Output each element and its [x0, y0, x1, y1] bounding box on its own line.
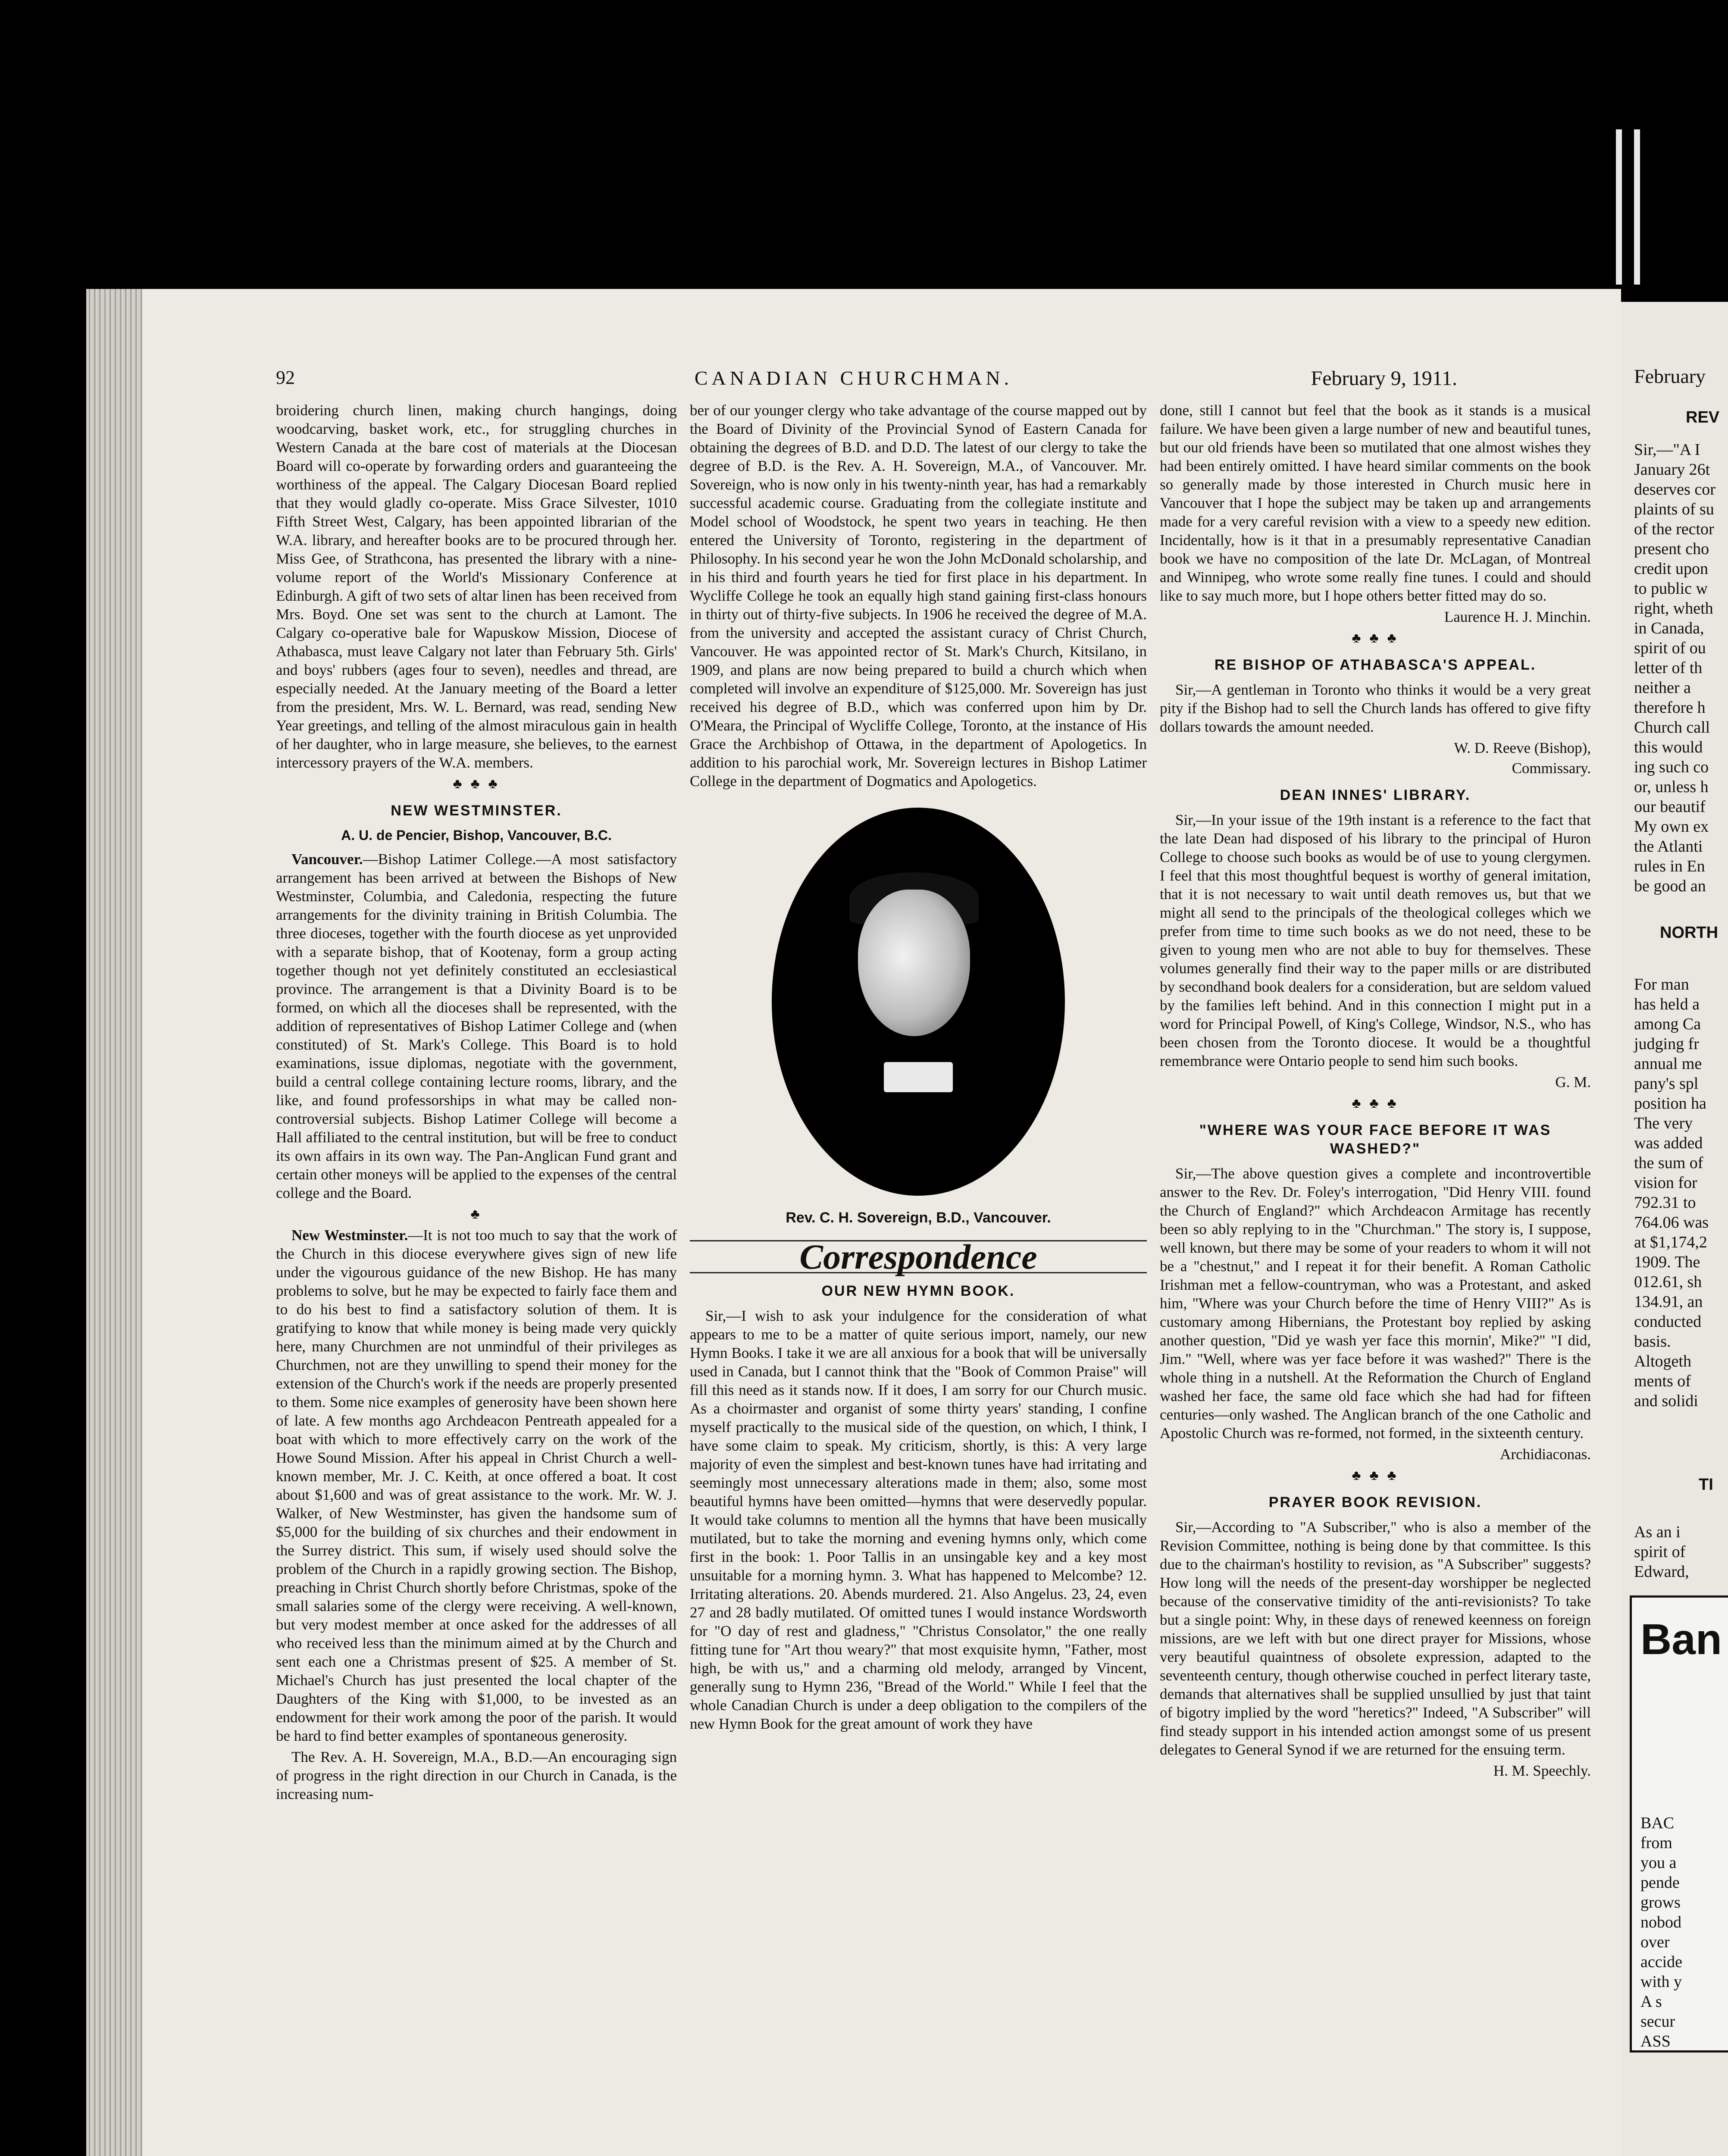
- text-line: As an i: [1634, 1523, 1681, 1541]
- page-number: 92: [276, 367, 295, 388]
- article-text: The Rev. A. H. Sovereign, M.A., B.D.—An encouraging sign of progress in the right direction in our Church in Canada, is the increasing num-: [276, 1749, 677, 1802]
- text-line: letter of th: [1634, 659, 1703, 677]
- text-line: Sir,—"A I: [1634, 441, 1700, 459]
- article-text: Vancouver.—Bishop Latimer College.—A most satisfactory arrangement has been arrived at between the Bishops of New Westminster, Columbia, and Caledonia, respecting the future arrangements for the divinity training in British Columbia. The three dioceses, together with the fourth diocese as yet unprovided with a separate bishop, that of Kootenay, form a group acting together though not yet definitely constituted an ecclesiastical province. The arrangement is that a Divinity Board is to be formed, on which all the dioceses shall be represented, with the addition of representatives of Bishop Latimer College and (when constituted) of St. Mark's College. This Board is to hold examinations, issue diplomas, negotiate with the government, build a central college containing lecture rooms, library, and the like, and found professorships in what may be called non-controversial subjects. Bishop Latimer College will become a Hall affiliated to the central institution, but will be free to conduct its own affairs in its own way. The Pan-Anglican Fund grant and certain other moneys will be applied to the expenses of the central college and the Board.: [276, 851, 677, 1201]
- text-line: the sum of: [1634, 1154, 1703, 1172]
- section-heading: RE BISHOP OF ATHABASCA'S APPEAL.: [1214, 657, 1537, 673]
- text-line: to public w: [1634, 580, 1708, 598]
- text-line: ing such co: [1634, 758, 1709, 776]
- facing-heading: NORTH: [1660, 924, 1719, 942]
- text-line: position ha: [1634, 1094, 1706, 1112]
- letter-text: Sir,—The above question gives a complete and incontrovertible answer to the Rev. Dr. Foley's interrogation, "Did Henry VIII. found the Church of England?" which Archdeacon Armitage has recently been so ably replying to in the "Churchman." The story is, I suppose, well known, but there may be some of your readers to whom it will not be a "chestnut," and I repeat it for their benefit. A Roman Catholic Irishman met a fellow-countryman, who was a Protestant, and asked him, "Where was your Church before the time of Henry VIII?" As is customary among Hibernians, the Protestant boy replied by asking another question, "Did ye wash yer face this mornin', Mike?" "I did, Jim." "Well, where was yer face before it was washed?" There is the whole thing in a nutshell. At the Reformation the Church of England washed her face, the same old face which she had had for fifteen centuries—only washed. The Anglican branch of the one Catholic and Apostolic Church was re-formed, not formed, in the sixteenth century.: [1160, 1165, 1591, 1442]
- running-head: CANADIAN CHURCHMAN.: [694, 367, 1013, 389]
- section-heading: OUR NEW HYMN BOOK.: [821, 1283, 1015, 1299]
- text-line: secur: [1640, 2012, 1675, 2031]
- signature: H. M. Speechly.: [1493, 1762, 1591, 1779]
- section-subheading: A. U. de Pencier, Bishop, Vancouver, B.C.: [341, 827, 612, 843]
- signature-title: Commissary.: [1512, 760, 1591, 777]
- text-line: 012.61, sh: [1634, 1273, 1702, 1291]
- film-marks-top: [1616, 129, 1642, 285]
- text-line: present cho: [1634, 540, 1709, 558]
- article-text: ber of our younger clergy who take advantage of the course mapped out by the Board of Divinity of the Provincial Synod of Eastern Canada for obtaining the degrees of B.D. and D.D. The latest of our clergy to take the degree of B.D. is the Rev. A. H. Sovereign, M.A., of Vancouver. Mr. Sovereign, who is now only in his twenty-ninth year, has had a remarkably successful academic course. Graduating from the collegiate institute and Model school of Woodstock, he spent two years in teaching. He then entered the University of Toronto, registering in the department of Philosophy. In his second year he won the John McDonald scholarship, and in his third and fourth years he tied for first place in his department. In Wycliffe College he took an equally high stand gaining first-class honours in thirty out of thirty-five subjects. In 1906 he received the degree of M.A. from the university and accepted the assistant curacy of Christ Church, Vancouver. He was appointed rector of St. Mark's Church, Kitsilano, in 1909, and plans are now being prepared to build a church which when completed will involve an expenditure of $125,000. Mr. Sovereign has just received his degree of B.D., which was conferred upon him by Dr. O'Meara, the Principal of Wycliffe College, Toronto, at the instance of His Grace the Archbishop of Ottawa, in the department of Apologetics. In addition to his parochial work, Mr. Sovereign lectures in Bishop Latimer College in the department of Dogmatics and Apologetics.: [690, 402, 1147, 790]
- text-line: January 26t: [1634, 461, 1710, 479]
- page-edge: [86, 289, 142, 2156]
- text-line: 792.31 to: [1634, 1194, 1696, 1212]
- text-line: Edward,: [1634, 1563, 1689, 1581]
- ad-text: [1640, 1813, 1682, 2051]
- text-line: you a: [1640, 1854, 1677, 1872]
- text-line: our beautif: [1634, 798, 1706, 816]
- text-line: be good an: [1634, 877, 1706, 895]
- letter-text: Sir,—According to "A Subscriber," who is also a member of the Revision Committee, nothing is being done by that committee. Is this due to the chairman's hostility to revision, as "A Subscriber" suggests? How long will the needs of the present-day worshipper be neglected because of the conservative timidity of the anti-revisionists? To take but a single point: Why, in these days of renewed keenness on foreign missions, are we left with but one direct prayer for Missions, whose very beautiful quaintness of obsolete expression, adapted to the seventeenth century, though otherwise couched in perfect literary taste, demands that alternatives shall be supplied unsullied by just that taint of bigotry implied by the word "heretics?" Indeed, "A Subscriber" will find steady support in his intended action amongst some of us present delegates to General Synod if we are returned for the ensuing term.: [1160, 1519, 1591, 1758]
- article-text: broidering church linen, making church hangings, doing woodcarving, basket work, etc., for struggling churches in Western Canada at the bare cost of materials at the Diocesan Board will co-operate by forwarding orders and guaranteeing the worthiness of the appeal. The Calgary Diocesan Board replied that they would gladly co-operate. Miss Grace Silvester, 1010 Fifth Street West, Calgary, has been appointed librarian of the W.A. library, and hereafter books are to be procured through her. Miss Gee, of Strathcona, has presented the library with a nine-volume report of the World's Missionary Conference at Edinburgh. A gift of two sets of altar linen has been received from Mrs. Boyd. One set was sent to the church at Lamont. The Calgary co-operative bale for Wapuskow Mission, Diocese of Athabasca, must leave Calgary not later than February 5th. Girls' and boys' rubbers (ages four to seven), needles and thread, are especially needed. At the January meeting of the Board a letter from the president, Mrs. W. L. Bernard, was read, sending New Year greetings, and telling of the almost miraculous gain in health of her daughter, who in large measure, she believes, to the earnest intercessory prayers of the W.A. members.: [276, 402, 677, 771]
- text-line: rules in En: [1634, 857, 1705, 875]
- letter-text: Sir,—I wish to ask your indulgence for the consideration of what appears to me to be a matter of quite serious import, namely, our new Hymn Books. I take it we are all anxious for a book that will be universally used in Canada, but I cannot think that the "Book of Common Praise" will fill this need as it stands now. If it does, I am sorry for our Church music. As a choirmaster and organist of some thirty years' standing, I confine myself practically to the musical side of the question, on which, I think, I have some claim to speak. My criticism, shortly, is this: A very large majority of even the simplest and best-known tunes have had irritating and seemingly most unnecessary alterations made in them; also, some most beautiful hymns have been omitted—hymns that were deservedly popular. It would take columns to mention all the hymns that have been musically mutilated, but to take the morning and evening hymns only, which come first in the book: 1. Poor Tallis in an unsingable key and a key most unsuitable for a morning hymn. 3. What has happened to Melcombe? 12. Irritating alterations. 20. Abends murdered. 21. Also Angelus. 23, 24, even 27 and 28 badly mutilated. Of omitted tunes I would instance Wordsworth for "O day of rest and gladness," "Christus Consolator," the one really fitting tune for "Art thou weary?" that most exquisite hymn, "Father, most high, be with us," and a charming old melody, arranged by Vincent, generally sung to Hymn 236, "Bread of the World." While I feel that the whole Canadian Church is under a deep obligation to the compilers of the new Hymn Book for the great amount of work they have: [690, 1307, 1147, 1732]
- section-heading: PRAYER BOOK REVISION.: [1268, 1494, 1482, 1510]
- text-line: this would: [1634, 738, 1703, 756]
- text-line: vision for: [1634, 1174, 1697, 1192]
- text-line: Altogeth: [1634, 1352, 1691, 1370]
- ad-title: Ban: [1640, 1615, 1722, 1664]
- text-line: judging fr: [1634, 1035, 1699, 1053]
- ornament: ♣ ♣ ♣: [1352, 630, 1399, 646]
- text-line: A s: [1640, 1993, 1662, 2011]
- text-line: ments of: [1634, 1372, 1691, 1390]
- text-line: of the rector: [1634, 520, 1714, 538]
- text-line: or, unless h: [1634, 778, 1709, 796]
- text-line: has held a: [1634, 995, 1700, 1013]
- facing-text-block: [1634, 440, 1715, 896]
- correspondence-banner: Correspondence: [690, 1240, 1147, 1273]
- text-line: For man: [1634, 975, 1689, 993]
- text-line: credit upon: [1634, 560, 1709, 578]
- text-line: over: [1640, 1933, 1670, 1951]
- text-line: among Ca: [1634, 1015, 1701, 1033]
- text-line: from: [1640, 1834, 1672, 1852]
- text-line: 134.91, an: [1634, 1293, 1703, 1311]
- facing-text-block: [1634, 1522, 1689, 1582]
- text-line: 1909. The: [1634, 1253, 1700, 1271]
- text-line: neither a: [1634, 679, 1691, 697]
- ornament: ♣ ♣ ♣: [453, 776, 500, 791]
- text-line: basis.: [1634, 1332, 1671, 1351]
- facing-page: [1621, 302, 1728, 2156]
- portrait-photo: [772, 808, 1065, 1196]
- signature: W. D. Reeve (Bishop),: [1454, 740, 1591, 756]
- section-heading: NEW WESTMINSTER.: [391, 802, 562, 819]
- text-line: in Canada,: [1634, 619, 1704, 637]
- issue-date: February 9, 1911.: [1311, 367, 1457, 390]
- letter-text: done, still I cannot but feel that the book as it stands is a musical failure. We have been given a large number of new and beautiful tunes, but our old friends have been so mutilated that one almost wishes they had been entirely omitted. I have heard similar comments on the book so generally made by those interested in Church music here in Vancouver that I hope the subject may be taken up and arrangements made for a very careful revision with a view to a speedy new edition. Incidentally, how is it that in a presumably representative Canadian book we have no composition of the late Dr. McLagan, of Montreal and Winnipeg, who wrote some really fine tunes. I could and should like to say much more, but I hope others better fitted may do so.: [1160, 402, 1591, 604]
- portrait-caption: Rev. C. H. Sovereign, B.D., Vancouver.: [786, 1210, 1051, 1226]
- text-line: BAC: [1640, 1814, 1675, 1832]
- text-line: pany's spl: [1634, 1075, 1699, 1093]
- section-heading: "WHERE WAS YOUR FACE BEFORE IT WAS WASHED?": [1199, 1122, 1552, 1157]
- signature: G. M.: [1555, 1074, 1591, 1091]
- facing-page-header: February: [1634, 365, 1706, 387]
- text-line: conducted: [1634, 1313, 1702, 1331]
- text-line: ASS: [1640, 2032, 1671, 2050]
- signature: Archidiaconas.: [1500, 1446, 1591, 1463]
- text-line: grows: [1640, 1893, 1681, 1912]
- text-line: The very: [1634, 1114, 1693, 1132]
- text-line: plaints of su: [1634, 500, 1714, 518]
- text-line: pende: [1640, 1874, 1680, 1892]
- text-line: at $1,174,2: [1634, 1233, 1707, 1251]
- column-3: [1160, 401, 1591, 1782]
- text-line: deserves cor: [1634, 480, 1715, 498]
- text-line: right, wheth: [1634, 599, 1713, 617]
- letter-text: Sir,—A gentleman in Toronto who thinks it would be a very great pity if the Bishop had to sell the Church lands has offered to give fifty dollars towards the amount needed.: [1160, 681, 1591, 735]
- signature: Laurence H. J. Minchin.: [1444, 608, 1591, 625]
- advertisement-box: [1630, 1595, 1728, 2053]
- text-line: annual me: [1634, 1055, 1702, 1073]
- facing-heading: TI: [1699, 1476, 1713, 1494]
- text-line: and solidi: [1634, 1392, 1698, 1410]
- column-2: [690, 401, 1147, 1736]
- article-text: New Westminster.—It is not too much to say that the work of the Church in this diocese everywhere gives sign of new life under the vigourous guidance of the new Bishop. He has many problems to solve, but he may be expected to fairly face them and to do his best to find a satisfactory solution of them. It is gratifying to know that while money is being made very quickly here, many Churchmen are not unmindful of their privileges as Churchmen, not are they unwilling to spend their money for the extension of the Church's work if the needs are properly presented to them. Some nice examples of generosity have been shown here of late. A few months ago Archdeacon Pentreath appealed for a boat with which to more effectively carry on the work of the Howe Sound Mission. After his appeal in Christ Church a well-known member, Mr. J. C. Keith, at once offered a boat. It cost about $1,600 and was of great assistance to the work. Mr. W. J. Walker, of New Westminster, has given the handsome sum of $5,000 for the building of six churches and their endowment in the Surrey district. This sum, if wisely used should solve the problem of the Church in a rapidly growing section. The Bishop, preaching in Christ Church shortly before Christmas, spoke of the small salaries some of the clergy were receiving. A well-known, but very modest member at once asked for the addresses of all who received less than the minimum aimed at by the Church and sent each one a Christmas present of $25. A member of St. Michael's Church has just presented the local chapter of the Daughters of the King with $1,000, to be invested as an endowment for their work among the poor of the parish. It would be hard to find better examples of spontaneous generosity.: [276, 1227, 677, 1744]
- text-line: was added: [1634, 1134, 1703, 1152]
- text-line: therefore h: [1634, 699, 1706, 717]
- letter-text: Sir,—In your issue of the 19th instant is a reference to the fact that the late Dean had disposed of his library to the principal of Huron College to choose such books as would be of use to young clergymen. I feel that this most thoughtful bequest is worthy of general imitation, that it is not necessary to wait until death removes us, but that we might all send to the principals of the theological colleges which we prefer from time to time such books as we do not need, these to be given to young men who are not able to buy for themselves. These volumes generally find their way to the paper mills or are distributed by secondhand book dealers for a consideration, but are seldom valued by the families left behind. And in this connection I might put in a word for Principal Powell, of King's College, Windsor, N.S., who has been chosen from the Toronto diocese. It would be a thoughtful remembrance were Ontario people to send him such books.: [1160, 812, 1591, 1069]
- text-line: spirit of: [1634, 1543, 1686, 1561]
- ornament: ♣ ♣ ♣: [1352, 1467, 1399, 1483]
- newspaper-page: [86, 289, 1621, 2156]
- column-1: [276, 401, 677, 1806]
- facing-text-block: [1634, 975, 1709, 1411]
- text-line: nobod: [1640, 1913, 1681, 1931]
- ornament: ♣: [470, 1206, 482, 1222]
- text-line: the Atlanti: [1634, 837, 1703, 856]
- text-line: 764.06 was: [1634, 1213, 1709, 1232]
- text-line: accide: [1640, 1953, 1683, 1971]
- facing-heading: REV: [1686, 408, 1720, 426]
- text-line: My own ex: [1634, 818, 1709, 836]
- text-line: Church call: [1634, 718, 1710, 736]
- text-line: spirit of ou: [1634, 639, 1706, 657]
- text-line: with y: [1640, 1973, 1682, 1991]
- ornament: ♣ ♣ ♣: [1352, 1095, 1399, 1111]
- portrait-frame: [690, 808, 1147, 1200]
- section-heading: DEAN INNES' LIBRARY.: [1280, 787, 1471, 803]
